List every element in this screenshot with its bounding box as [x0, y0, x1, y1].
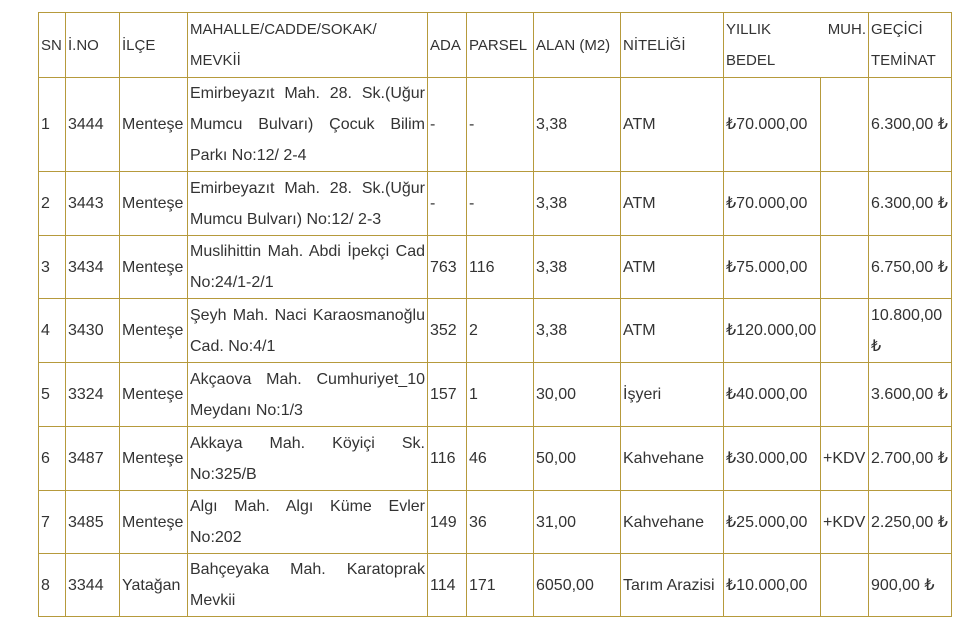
- cell-parsel: 36: [467, 491, 534, 554]
- cell-nitelik: ATM: [621, 78, 724, 172]
- table-row: [39, 78, 952, 172]
- cell-sn: 2: [39, 172, 66, 236]
- cell-parsel: 116: [467, 236, 534, 299]
- cell-alan: 30,00: [534, 363, 621, 427]
- cell-alan: 6050,00: [534, 554, 621, 617]
- header-row: [39, 13, 952, 78]
- cell-bedel: ₺120.000,00: [724, 299, 821, 363]
- tender-table: [38, 12, 952, 617]
- cell-mahalle: Akkaya Mah. Köyiçi Sk. No:325/B: [188, 427, 428, 491]
- header-niteligi: NİTELİĞİ: [621, 13, 724, 78]
- cell-mahalle: Algı Mah. Algı Küme Evler No:202: [188, 491, 428, 554]
- cell-alan: 3,38: [534, 236, 621, 299]
- cell-ada: -: [428, 172, 467, 236]
- cell-parsel: 2: [467, 299, 534, 363]
- header-bedel-yillik: YILLIK: [726, 21, 772, 38]
- cell-ilce: Menteşe: [120, 363, 188, 427]
- cell-alan: 3,38: [534, 172, 621, 236]
- cell-bedel: ₺30.000,00: [724, 427, 821, 491]
- header-sn: SN: [39, 13, 66, 78]
- cell-ada: 114: [428, 554, 467, 617]
- table-row: [39, 554, 952, 617]
- cell-ada: -: [428, 78, 467, 172]
- cell-nitelik: Kahvehane: [621, 491, 724, 554]
- cell-kdv: [821, 299, 869, 363]
- header-bedel-muh: MUH.: [827, 21, 867, 38]
- cell-sn: 8: [39, 554, 66, 617]
- cell-mahalle: Bahçeyaka Mah. Karatoprak Mevkii: [188, 554, 428, 617]
- cell-ino: 3487: [66, 427, 120, 491]
- header-mahalle: MAHALLE/CADDE/SOKAK/ MEVKİİ: [188, 13, 428, 78]
- cell-alan: 3,38: [534, 78, 621, 172]
- cell-mahalle: Şeyh Mah. Naci Karaosmanoğlu Cad. No:4/1: [188, 299, 428, 363]
- cell-bedel: ₺40.000,00: [724, 363, 821, 427]
- cell-ino: 3434: [66, 236, 120, 299]
- cell-parsel: -: [467, 172, 534, 236]
- cell-kdv: +KDV: [821, 491, 869, 554]
- cell-ilce: Menteşe: [120, 299, 188, 363]
- cell-ada: 157: [428, 363, 467, 427]
- cell-teminat: 3.600,00 ₺: [869, 363, 952, 427]
- cell-ada: 763: [428, 236, 467, 299]
- header-alan: ALAN (M2): [534, 13, 621, 78]
- cell-sn: 3: [39, 236, 66, 299]
- table-row: [39, 363, 952, 427]
- cell-alan: 3,38: [534, 299, 621, 363]
- header-parsel: PARSEL: [467, 13, 534, 78]
- cell-teminat: 6.300,00 ₺: [869, 78, 952, 172]
- cell-sn: 1: [39, 78, 66, 172]
- cell-ada: 352: [428, 299, 467, 363]
- cell-parsel: -: [467, 78, 534, 172]
- table-row: [39, 236, 952, 299]
- cell-nitelik: ATM: [621, 299, 724, 363]
- header-ino: İ.NO: [66, 13, 120, 78]
- cell-ino: 3443: [66, 172, 120, 236]
- cell-teminat: 6.750,00 ₺: [869, 236, 952, 299]
- table-row: [39, 299, 952, 363]
- cell-kdv: [821, 554, 869, 617]
- cell-ino: 3344: [66, 554, 120, 617]
- cell-nitelik: Kahvehane: [621, 427, 724, 491]
- cell-sn: 7: [39, 491, 66, 554]
- cell-alan: 31,00: [534, 491, 621, 554]
- cell-ilce: Menteşe: [120, 236, 188, 299]
- cell-parsel: 1: [467, 363, 534, 427]
- cell-parsel: 46: [467, 427, 534, 491]
- cell-ino: 3485: [66, 491, 120, 554]
- cell-bedel: ₺10.000,00: [724, 554, 821, 617]
- cell-nitelik: Tarım Arazisi: [621, 554, 724, 617]
- cell-mahalle: Emirbeyazıt Mah. 28. Sk.(Uğur Mumcu Bulvarı) No:12/ 2-3: [188, 172, 428, 236]
- cell-ada: 149: [428, 491, 467, 554]
- cell-ino: 3324: [66, 363, 120, 427]
- header-ilce: İLÇE: [120, 13, 188, 78]
- cell-alan: 50,00: [534, 427, 621, 491]
- cell-kdv: [821, 78, 869, 172]
- cell-parsel: 171: [467, 554, 534, 617]
- cell-ilce: Menteşe: [120, 78, 188, 172]
- cell-mahalle: Muslihittin Mah. Abdi İpekçi Cad No:24/1-2/1: [188, 236, 428, 299]
- cell-ilce: Menteşe: [120, 427, 188, 491]
- cell-ilce: Menteşe: [120, 491, 188, 554]
- cell-ilce: Menteşe: [120, 172, 188, 236]
- cell-teminat: 2.250,00 ₺: [869, 491, 952, 554]
- cell-nitelik: ATM: [621, 172, 724, 236]
- cell-ino: 3444: [66, 78, 120, 172]
- cell-sn: 4: [39, 299, 66, 363]
- cell-bedel: ₺75.000,00: [724, 236, 821, 299]
- table-row: [39, 491, 952, 554]
- table-row: [39, 427, 952, 491]
- cell-kdv: [821, 236, 869, 299]
- cell-ilce: Yatağan: [120, 554, 188, 617]
- cell-nitelik: İşyeri: [621, 363, 724, 427]
- cell-teminat: 2.700,00 ₺: [869, 427, 952, 491]
- cell-mahalle: Emirbeyazıt Mah. 28. Sk.(Uğur Mumcu Bulvarı) Çocuk Bilim Parkı No:12/ 2-4: [188, 78, 428, 172]
- header-bedel: [724, 13, 869, 78]
- cell-ada: 116: [428, 427, 467, 491]
- cell-teminat: 10.800,00 ₺: [869, 299, 952, 363]
- cell-sn: 5: [39, 363, 66, 427]
- header-ada: ADA: [428, 13, 467, 78]
- cell-sn: 6: [39, 427, 66, 491]
- cell-nitelik: ATM: [621, 236, 724, 299]
- cell-teminat: 6.300,00 ₺: [869, 172, 952, 236]
- header-bedel-line2: BEDEL: [726, 52, 776, 69]
- cell-kdv: [821, 172, 869, 236]
- cell-bedel: ₺25.000,00: [724, 491, 821, 554]
- cell-kdv: [821, 363, 869, 427]
- cell-bedel: ₺70.000,00: [724, 172, 821, 236]
- cell-mahalle: Akçaova Mah. Cumhuriyet_10 Meydanı No:1/3: [188, 363, 428, 427]
- cell-kdv: +KDV: [821, 427, 869, 491]
- header-teminat: GEÇİCİ TEMİNAT: [869, 13, 952, 78]
- table-row: [39, 172, 952, 236]
- cell-bedel: ₺70.000,00: [724, 78, 821, 172]
- cell-teminat: 900,00 ₺: [869, 554, 952, 617]
- cell-ino: 3430: [66, 299, 120, 363]
